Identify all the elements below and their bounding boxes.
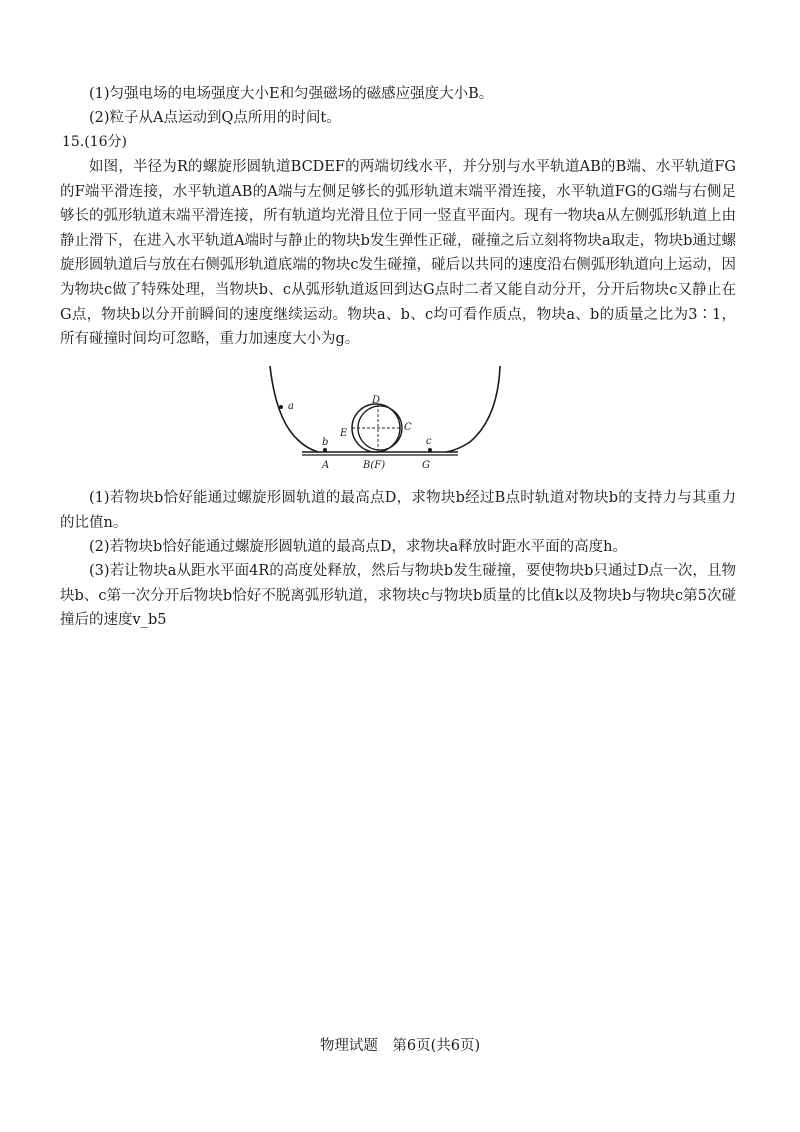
prev-question-part2: (2)粒子从A点运动到Q点所用的时间t。 [89,110,341,126]
track-diagram [262,360,514,474]
label-BF: B(F) [363,460,386,471]
track-diagram-svg [262,360,514,474]
question-15-header: 15.(16分) [62,134,128,150]
right-arc-track [446,366,500,452]
label-c: c [426,436,432,447]
label-b: b [322,437,329,448]
label-a: a [288,401,294,412]
question-15-part3: (3)若让物块a从距水平面4R的高度处释放，然后与物块b发生碰撞，要使物块b只通过D点一次，且物块b、c第一次分开后物块b恰好不脱离弧形轨道，求物块c与物块b质量的比值k以及物块b与物块c第5次碰撞后的速度v_b5 [60,563,736,629]
block-c [428,448,432,452]
block-b [323,448,327,452]
question-15-part1: (1)若物块b恰好能通过螺旋形圆轨道的最高点D，求物块b经过B点时轨道对物块b的支持力与其重力的比值n。 [60,490,736,531]
label-A: A [322,460,330,471]
question-15-part2: (2)若物块b恰好能通过螺旋形圆轨道的最高点D，求物块a释放时距水平面的高度h。 [89,539,627,555]
prev-question-part1: (1)匀强电场的电场强度大小E和匀强磁场的磁感应强度大小B。 [89,86,494,102]
label-G: G [422,460,430,471]
label-E: E [340,428,348,439]
label-C: C [404,422,412,433]
block-a [279,405,283,409]
question-15-stem: 如图，半径为R的螺旋形圆轨道BCDEF的两端切线水平，并分别与水平轨道AB的B端、水平轨道FG的F端平滑连接，水平轨道AB的A端与左侧足够长的弧形轨道末端平滑连接，水平轨道FG的G端与右侧足够长的弧形轨道末端平滑连接，所有轨道均光滑且位于同一竖直平面内。现有一物块a从左侧弧形轨道上由静止滑下，在进入水平轨道A端时与静止的物块b发生弹性正碰，碰撞之后立刻将物块a取走，物块b通过螺旋形圆轨道后与放在右侧弧形轨道底端的物块c发生碰撞，碰后以共同的速度沿右侧弧形轨道向上运动，因为物块c做了特殊处理，当物块b、c从弧形轨道返回到达G点时二者又能自动分开，分开后物块c又静止在G点，物块b以分开前瞬间的速度继续运动。物块a、b、c均可看作质点，物块a、b的质量之比为3∶1，所有碰撞时间均可忽略，重力加速度大小为g。 [60,159,736,348]
page-footer: 物理试题 第6页(共6页) [319,1038,481,1054]
left-arc-track [270,366,318,452]
label-D: D [372,395,381,406]
